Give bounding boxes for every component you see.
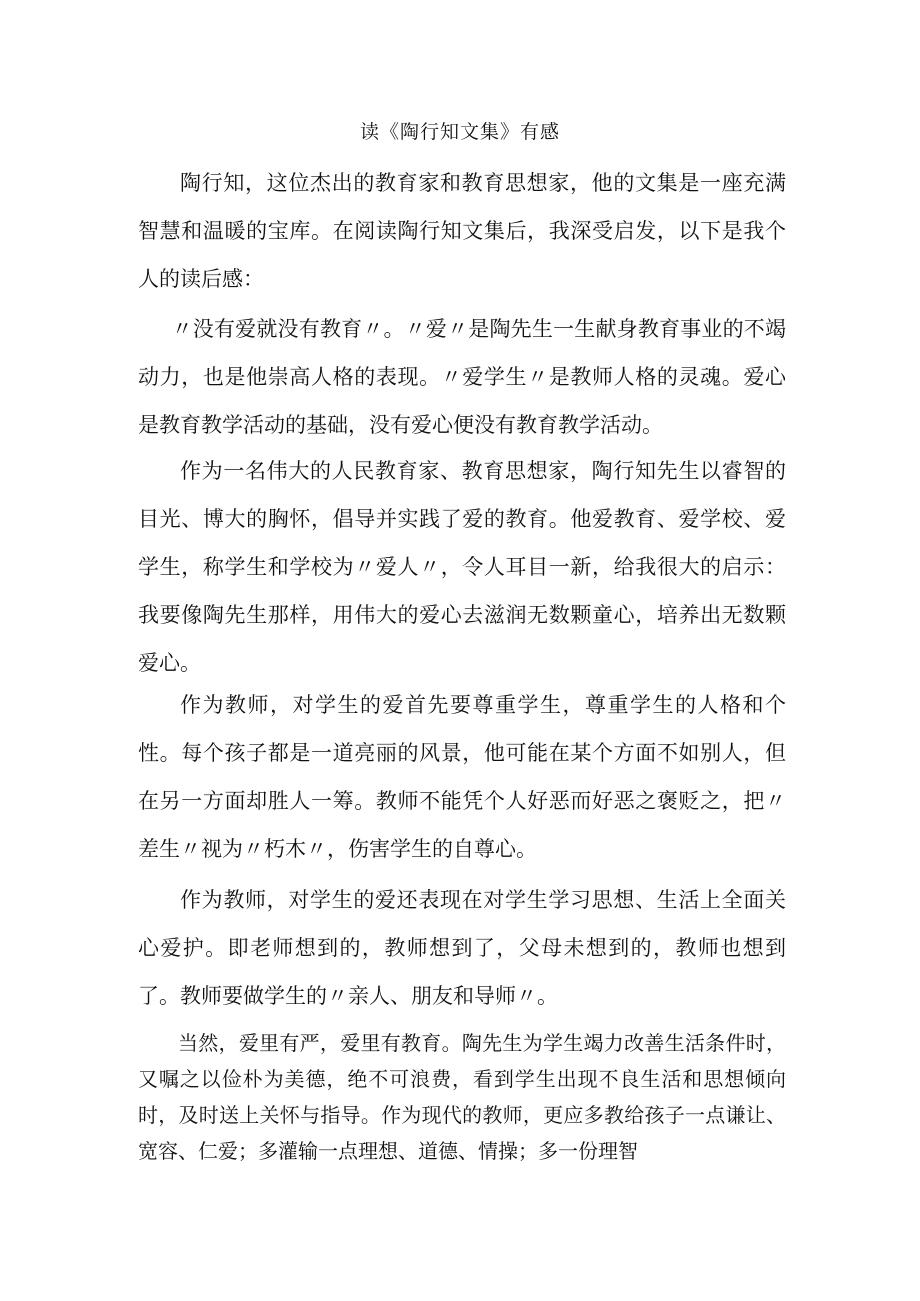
paragraph-love-education: 〃没有爱就没有教育〃。〃爱〃是陶先生一生献身教育事业的不竭动力，也是他崇高人格的表现。〃爱学生〃是教师人格的灵魂。爱心是教育教学活动的基础，没有爱心便没有教育教学活动。 bbox=[138, 317, 786, 437]
paragraph-care-students: 作为教师，对学生的爱还表现在对学生学习思想、生活上全面关心爱护。即老师想到的，教师想到了，父母未想到的，教师也想到了。教师要做学生的〃亲人、朋友和导师〃。 bbox=[138, 888, 786, 1008]
paragraph-respect-students: 作为教师，对学生的爱首先要尊重学生，尊重学生的人格和个性。每个孩子都是一道亮丽的风景，他可能在某个方面不如别人，但在另一方面却胜人一筹。教师不能凭个人好恶而好恶之褒贬之，把〃差生〃视为〃朽木〃，伤害学生的自尊心。 bbox=[138, 693, 786, 861]
document-title: 读《陶行知文集》有感 bbox=[359, 121, 560, 143]
paragraph-intro: 陶行知，这位杰出的教育家和教育思想家，他的文集是一座充满智慧和温暖的宝库。在阅读陶行知文集后，我深受启发，以下是我个人的读后感： bbox=[138, 171, 786, 291]
paragraph-tao-love: 作为一名伟大的人民教育家、教育思想家，陶行知先生以睿智的目光、博大的胸怀，倡导并实践了爱的教育。他爱教育、爱学校、爱学生，称学生和学校为〃爱人〃，令人耳目一新，给我很大的启示：我要像陶先生那样，用伟大的爱心去滋润无数颗童心，培养出无数颗爱心。 bbox=[138, 459, 786, 675]
paragraph-strict-love: 当然，爱里有严，爱里有教育。陶先生为学生竭力改善生活条件时，又嘱之以俭朴为美德，绝不可浪费，看到学生出现不良生活和思想倾向时，及时送上关怀与指导。作为现代的教师，更应多教给孩子一点谦让、宽容、仁爱；多灌输一点理想、道德、情操；多一份理智 bbox=[138, 1031, 786, 1163]
